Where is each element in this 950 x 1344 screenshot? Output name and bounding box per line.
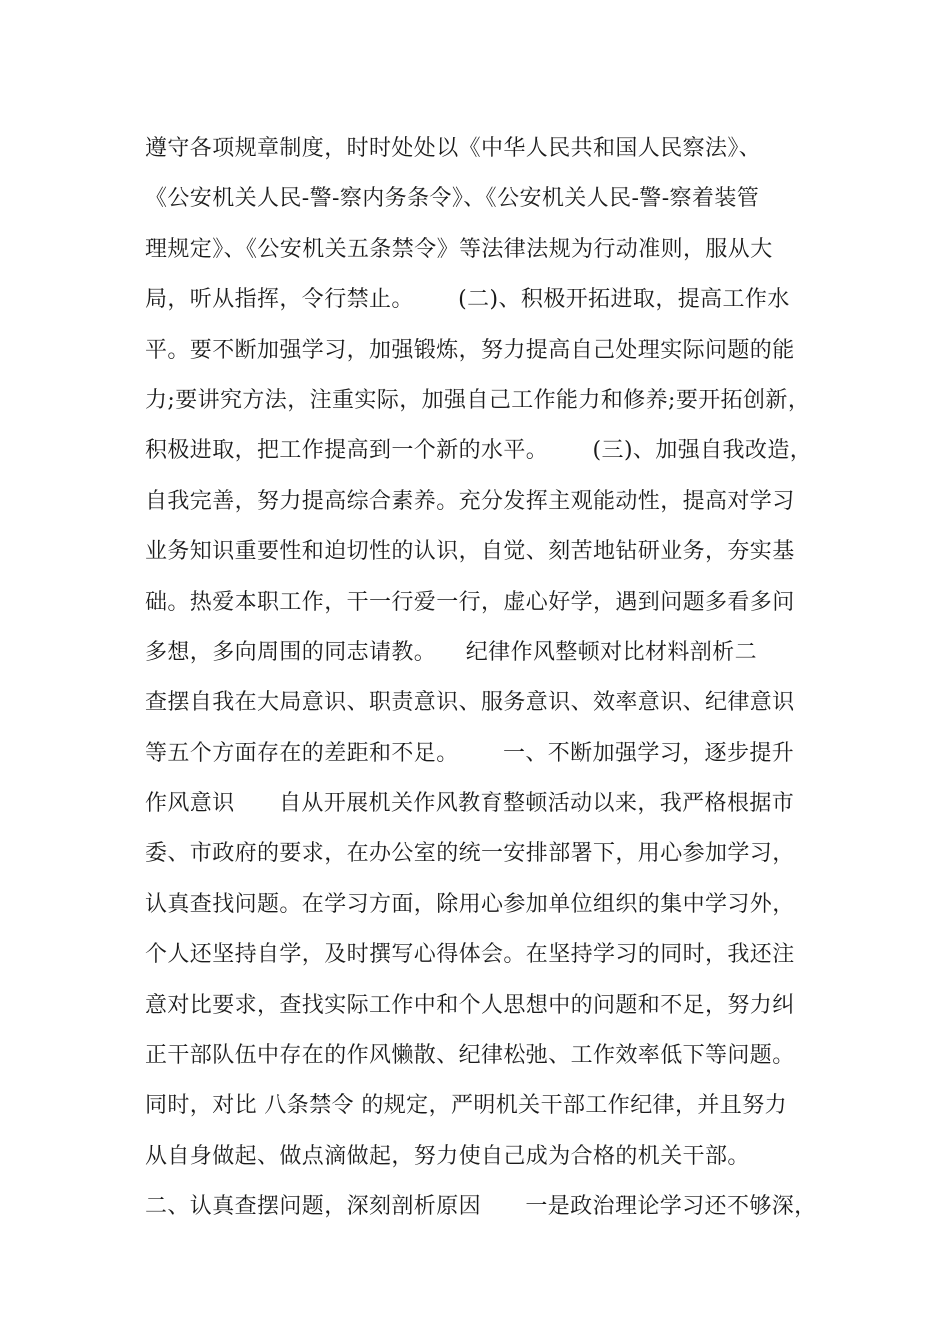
text-line: 正干部队伍中存在的作风懒散、纪律松弛、工作效率低下等问题。 [145, 1043, 795, 1069]
text-line: 平。要不断加强学习，加强锻炼，努力提高自己处理实际问题的能 [145, 337, 795, 363]
text-line: 积极进取，把工作提高到一个新的水平。 (三)、加强自我改造， [145, 438, 813, 464]
text-line: 查摆自我在大局意识、职责意识、服务意识、效率意识、纪律意识 [145, 690, 795, 716]
text-line: 同时，对比 八条禁令 的规定，严明机关干部工作纪律，并且努力 [145, 1093, 787, 1119]
text-line: 理规定》、《公安机关五条禁令》等法律法规为行动准则，服从大 [145, 236, 773, 262]
text-line: 多想，多向周围的同志请教。 纪律作风整顿对比材料剖析二 [145, 639, 757, 665]
text-line: 《公安机关人民-警-察内务条令》、《公安机关人民-警-察着装管 [145, 186, 760, 212]
text-line: 等五个方面存在的差距和不足。 一、不断加强学习，逐步提升 [145, 740, 795, 766]
text-line: 委、市政府的要求，在办公室的统一安排部署下，用心参加学习， [145, 841, 795, 867]
text-line: 自我完善，努力提高综合素养。充分发挥主观能动性，提高对学习 [145, 488, 795, 514]
body-text [145, 124, 845, 1233]
text-line: 认真查找问题。在学习方面，除用心参加单位组织的集中学习外， [145, 891, 795, 917]
text-line: 力;要讲究方法，注重实际，加强自己工作能力和修养;要开拓创新， [145, 387, 811, 413]
text-line: 个人还坚持自学，及时撰写心得体会。在坚持学习的同时，我还注 [145, 942, 795, 968]
text-line: 意对比要求，查找实际工作中和个人思想中的问题和不足，努力纠 [145, 992, 795, 1018]
text-line: 遵守各项规章制度，时时处处以《中华人民共和国人民察法》、 [145, 136, 762, 161]
text-line: 业务知识重要性和迫切性的认识，自觉、刻苦地钻研业务，夯实基 [145, 539, 795, 565]
text-line: 二、认真查摆问题，深刻剖析原因 一是政治理论学习还不够深， [145, 1194, 817, 1220]
text-line: 局，听从指挥，令行禁止。 (二)、积极开拓进取，提高工作水 [145, 287, 790, 313]
text-line: 从自身做起、做点滴做起，努力使自己成为合格的机关干部。 [145, 1143, 750, 1169]
text-line: 作风意识 自从开展机关作风教育整顿活动以来，我严格根据市 [145, 791, 795, 817]
text-line: 础。热爱本职工作，干一行爱一行，虚心好学，遇到问题多看多问 [145, 589, 795, 615]
